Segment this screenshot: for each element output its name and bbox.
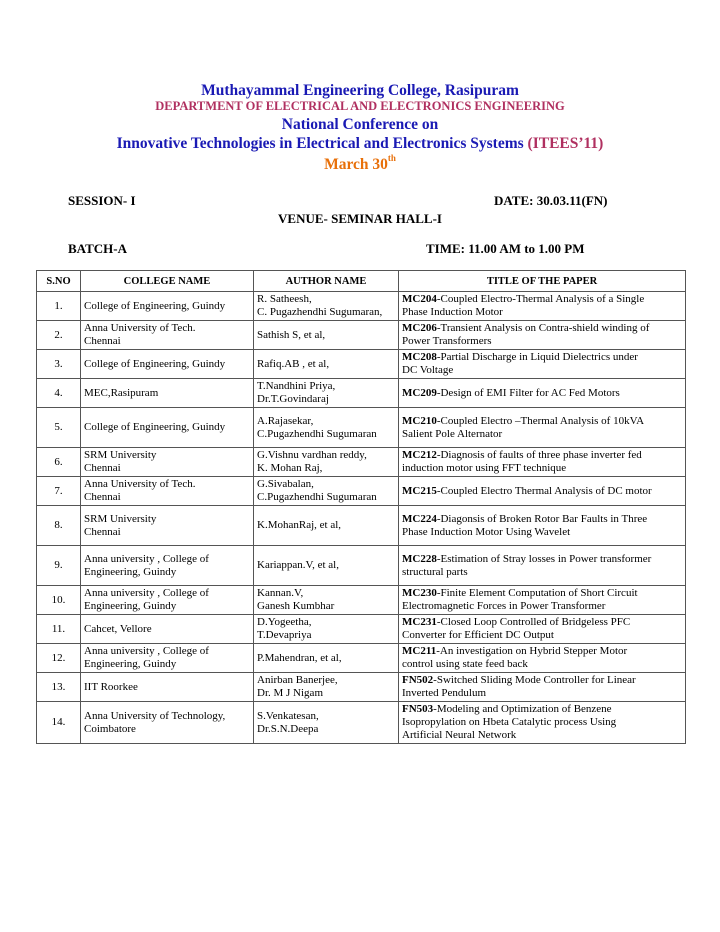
table-row [37,477,686,506]
author-cell [254,321,399,350]
date-label: DATE: 30.03.11(FN) [494,193,608,208]
paper-title-line: -Finite Element Computation of Short Circuit [436,587,638,599]
paper-code: FN502 [402,674,434,686]
serial-number-cell: 7. [37,477,81,506]
college-line: MEC,Rasipuram [84,386,159,399]
table-row [37,644,686,673]
table-row [37,379,686,408]
serial-number-cell: 5. [37,408,81,448]
table-row [37,506,686,546]
college-line: Chennai [84,491,121,503]
serial-number-cell: 6. [37,448,81,477]
college-line: Chennai [84,335,121,347]
author-line: T.Devapriya [257,629,312,641]
title-cell [399,506,686,546]
college-cell [81,506,254,546]
table-row [37,586,686,615]
college-cell [81,586,254,615]
college-cell [81,408,254,448]
table-header-row [37,271,686,292]
author-line: T.Nandhini Priya, [257,380,336,392]
date-main: March 30 [324,156,388,174]
table-row [37,546,686,586]
header-author: AUTHOR NAME [254,271,399,292]
author-cell [254,702,399,744]
paper-title-line: Power Transformers [402,335,492,347]
author-line: C.Pugazhendhi Sugumaran [257,491,377,503]
college-line: Chennai [84,462,121,474]
author-line: C. Pugazhendhi Sugumaran, [257,306,383,318]
college-line: Cahcet, Vellore [84,622,152,635]
author-line: R. Satheesh, [257,293,312,305]
author-line: Dr.T.Govindaraj [257,393,329,405]
serial-number-cell: 4. [37,379,81,408]
serial-number-cell: 2. [37,321,81,350]
paper-code: FN503 [402,703,434,715]
conference-acronym: (ITEES’11) [527,135,604,152]
title-cell [399,321,686,350]
paper-title-line: -Switched Sliding Mode Controller for Linear [433,674,636,686]
author-cell [254,644,399,673]
serial-number-cell: 1. [37,292,81,321]
session-label: SESSION- I [68,193,136,208]
author-line: A.Rajasekar, [257,414,314,427]
paper-code: MC215 [402,484,437,497]
title-cell [399,350,686,379]
college-cell [81,321,254,350]
table-row [37,408,686,448]
author-line: Kariappan.V, et al, [257,559,339,571]
paper-title-line: control using state feed back [402,658,528,670]
author-cell [254,615,399,644]
paper-title-line: -Closed Loop Controlled of Bridgeless PFC [436,616,631,628]
college-title: Muthayammal Engineering College, Rasipuram [201,82,519,99]
conference-theme [0,135,720,153]
college-line: Anna university , College of [84,645,209,657]
paper-code: MC224 [402,512,437,525]
theme-text: Innovative Technologies in Electrical and Electronics Systems [116,135,524,152]
college-line: IIT Roorkee [84,680,138,693]
paper-title-line: DC Voltage [402,364,454,376]
paper-title-line: -Diagnosis of faults of three phase inverter fed [436,449,642,461]
college-line: Engineering, Guindy [84,658,177,670]
author-cell [254,292,399,321]
serial-number-cell: 11. [37,615,81,644]
table-body [37,292,686,744]
college-cell [81,477,254,506]
batch-label: BATCH-A [68,241,127,256]
paper-code: MC212 [402,449,437,461]
author-line: Sathish S, et al, [257,328,326,341]
paper-title-line: -Partial Discharge in Liquid Dielectrics under [436,351,638,363]
title-cell [399,448,686,477]
paper-code: MC208 [402,351,437,363]
college-line: College of Engineering, Guindy [84,299,226,312]
author-line: Dr.S.N.Deepa [257,722,319,735]
college-cell [81,350,254,379]
paper-code: MC206 [402,322,437,334]
college-line: SRM University [84,512,157,525]
author-cell [254,673,399,702]
college-line: College of Engineering, Guindy [84,357,226,370]
conference-date [0,155,720,174]
author-line: C.Pugazhendhi Sugumaran [257,427,377,440]
college-cell [81,644,254,673]
venue-label: VENUE- SEMINAR HALL-I [278,211,442,226]
title-cell [399,702,686,744]
table-row [37,673,686,702]
title-cell [399,292,686,321]
author-line: G.Sivabalan, [257,478,314,490]
paper-code: MC209 [402,386,437,399]
college-cell [81,292,254,321]
title-cell [399,673,686,702]
college-line: Coimbatore [84,722,136,735]
title-cell [399,408,686,448]
paper-title-line: induction motor using FFT technique [402,462,567,474]
title-cell [399,379,686,408]
college-line: Engineering, Guindy [84,600,177,612]
table-row [37,448,686,477]
paper-title-line: Isopropylation on Hbeta Catalytic process Using [402,716,617,728]
author-line: S.Venkatesan, [257,709,319,722]
title-cell [399,644,686,673]
author-line: Anirban Banerjee, [257,674,338,686]
paper-title-line: Salient Pole Alternator [402,427,503,440]
college-cell [81,673,254,702]
papers-table [36,270,686,744]
author-cell [254,586,399,615]
paper-title-line: -Modeling and Optimization of Benzene [433,703,612,715]
author-line: Ganesh Kumbhar [257,600,335,612]
date-suffix: th [387,153,396,163]
college-line: Engineering, Guindy [84,565,177,578]
serial-number-cell: 9. [37,546,81,586]
paper-code: MC211 [402,645,437,657]
paper-title-line: -Transient Analysis on Contra-shield winding of [436,322,650,334]
paper-code: MC230 [402,587,437,599]
paper-title-line: -Coupled Electro Thermal Analysis of DC motor [436,484,652,497]
author-cell [254,477,399,506]
college-cell [81,702,254,744]
serial-number-cell: 3. [37,350,81,379]
table-row [37,702,686,744]
author-cell [254,546,399,586]
paper-title-line: Converter for Efficient DC Output [402,629,554,641]
author-line: G.Vishnu vardhan reddy, [257,449,367,461]
title-cell [399,586,686,615]
author-line: Rafiq.AB , et al, [257,357,330,370]
paper-code: MC210 [402,414,437,427]
author-line: K.MohanRaj, et al, [257,519,342,531]
header-sno: S.NO [37,271,81,292]
paper-title-line: Phase Induction Motor Using Wavelet [402,525,571,538]
title-cell [399,615,686,644]
paper-title-line: -Diagonsis of Broken Rotor Bar Faults in Three [436,512,648,525]
paper-title-line: -Coupled Electro-Thermal Analysis of a Single [436,293,645,305]
paper-title-line: -Coupled Electro –Thermal Analysis of 10kVA [436,414,645,427]
paper-code: MC228 [402,552,437,565]
header-college: COLLEGE NAME [81,271,254,292]
paper-code: MC204 [402,293,437,305]
conference-title: National Conference on [281,116,439,133]
table-row [37,321,686,350]
college-cell [81,615,254,644]
time-label: TIME: 11.00 AM to 1.00 PM [426,241,585,256]
serial-number-cell: 13. [37,673,81,702]
paper-title-line: -An investigation on Hybrid Stepper Motor [436,645,628,657]
college-line: SRM University [84,449,157,461]
college-line: College of Engineering, Guindy [84,421,226,433]
college-line: Anna university , College of [84,552,209,565]
paper-code: MC231 [402,616,437,628]
paper-title-line: -Estimation of Stray losses in Power transformer [436,552,652,565]
department-title: DEPARTMENT OF ELECTRICAL AND ELECTRONICS ENGINEERING [155,99,565,113]
author-cell [254,408,399,448]
college-line: Anna University of Tech. [84,478,196,490]
table-row [37,292,686,321]
serial-number-cell: 14. [37,702,81,744]
author-cell [254,506,399,546]
author-line: Dr. M J Nigam [257,687,323,699]
author-line: Kannan.V, [257,587,304,599]
author-cell [254,350,399,379]
college-cell [81,546,254,586]
header-title: TITLE OF THE PAPER [399,271,686,292]
author-line: P.Mahendran, et al, [257,651,342,664]
serial-number-cell: 10. [37,586,81,615]
college-cell [81,379,254,408]
college-line: Anna University of Technology, [84,709,226,722]
title-cell [399,477,686,506]
paper-title-line: structural parts [402,565,468,578]
table-row [37,615,686,644]
serial-number-cell: 12. [37,644,81,673]
college-line: Anna University of Tech. [84,322,196,334]
author-line: K. Mohan Raj, [257,462,323,474]
title-cell [399,546,686,586]
author-cell [254,379,399,408]
serial-number-cell: 8. [37,506,81,546]
author-line: D.Yogeetha, [257,616,312,628]
paper-title-line: Artificial Neural Network [402,729,517,741]
table-row [37,350,686,379]
paper-title-line: Inverted Pendulum [402,687,487,699]
college-cell [81,448,254,477]
paper-title-line: -Design of EMI Filter for AC Fed Motors [436,386,620,399]
author-cell [254,448,399,477]
college-line: Anna university , College of [84,587,209,599]
college-line: Chennai [84,525,121,538]
paper-title-line: Phase Induction Motor [402,306,503,318]
paper-title-line: Electromagnetic Forces in Power Transformer [402,600,606,612]
